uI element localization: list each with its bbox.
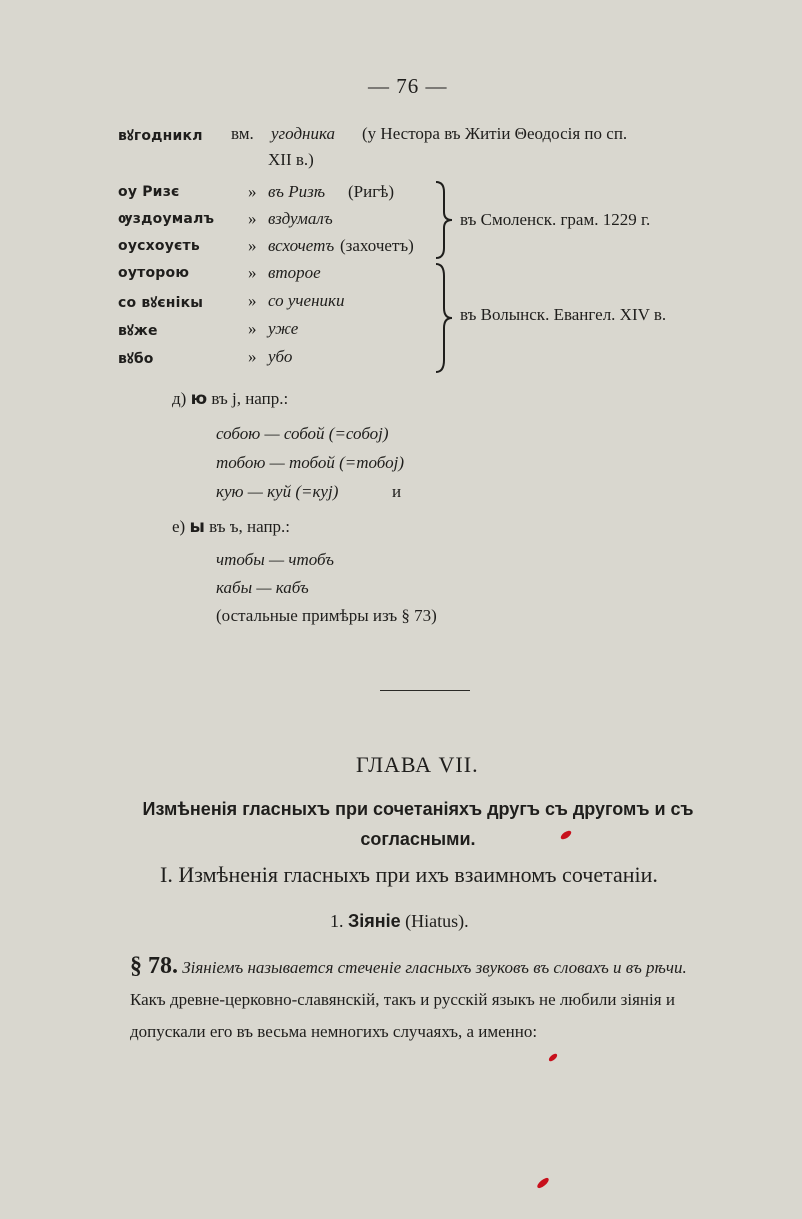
section-label: д) bbox=[172, 389, 187, 408]
ditto-marker: » bbox=[248, 236, 257, 255]
paragraph-number: § 78. bbox=[130, 953, 178, 979]
ditto-marker: » bbox=[248, 291, 257, 310]
ink-stain bbox=[536, 1176, 551, 1190]
paragraph-78 bbox=[130, 950, 715, 1048]
chapter-subtitle: Измѣненія гласныхъ при сочетаніяхъ другъ съ другомъ и съ согласными. bbox=[142, 799, 694, 849]
example-line: собою — собой (=собоj) bbox=[216, 424, 389, 443]
old-form: вꙋгодникл bbox=[118, 128, 203, 144]
ditto-marker: » bbox=[248, 263, 257, 282]
section-label: е) bbox=[172, 517, 186, 536]
section-desc: въ j, напр.: bbox=[211, 389, 289, 408]
section-desc: въ ъ, напр.: bbox=[209, 517, 291, 536]
vm-marker: вм. bbox=[231, 124, 254, 143]
old-form: ѹздоумалъ bbox=[118, 211, 215, 227]
subsection-heading bbox=[330, 911, 469, 932]
gloss: (захочетъ) bbox=[340, 236, 414, 255]
modern-form: со ученики bbox=[268, 291, 345, 310]
ink-stain bbox=[548, 1052, 559, 1062]
source-note-cont: XII в.) bbox=[268, 150, 314, 169]
reference-note: (остальные примѣры изъ § 73) bbox=[216, 606, 437, 625]
example-line: кую — куй (=куj) bbox=[216, 482, 339, 501]
subsection-latin: (Hiatus). bbox=[405, 911, 469, 931]
example-line: чтобы — чтобъ bbox=[216, 550, 334, 569]
modern-form: второе bbox=[268, 263, 321, 282]
ditto-marker: » bbox=[248, 319, 257, 338]
old-form: вꙋже bbox=[118, 323, 158, 339]
conjunction: и bbox=[392, 482, 402, 501]
ditto-marker: » bbox=[248, 182, 257, 201]
section-divider bbox=[380, 690, 470, 691]
modern-form: убо bbox=[268, 347, 293, 366]
modern-form: вздумалъ bbox=[268, 209, 333, 228]
source-label: въ Смоленск. грам. 1229 г. bbox=[460, 210, 651, 229]
letter: ы bbox=[189, 517, 205, 537]
subsection-term: Зіяніе bbox=[348, 911, 401, 931]
modern-form: всхочетъ bbox=[268, 236, 335, 255]
section-e-heading bbox=[172, 517, 290, 537]
section-d-heading bbox=[172, 389, 288, 409]
ditto-marker: » bbox=[248, 209, 257, 228]
letter: ю bbox=[190, 389, 208, 409]
chapter-title: ГЛАВА VII. bbox=[356, 752, 479, 777]
paragraph-body: Какъ древне-церковно-славянскій, такъ и русскій языкъ не любили зіянія и допускали его въ весьма немногихъ случаяхъ, а именно: bbox=[130, 990, 675, 1041]
gloss: (Ригѣ) bbox=[348, 182, 395, 201]
example-line: тобою — тобой (=тобоj) bbox=[216, 453, 405, 472]
old-form: оу Ризє bbox=[118, 184, 180, 200]
source-note: (у Нестора въ Житіи Θеодосія по сп. bbox=[362, 124, 628, 143]
source-label: въ Волынск. Евангел. XIV в. bbox=[460, 305, 667, 324]
page-number: — 76 — bbox=[368, 74, 448, 98]
modern-form: угодника bbox=[271, 124, 336, 143]
old-form: со вꙋєнікы bbox=[118, 295, 204, 311]
modern-form: уже bbox=[268, 319, 299, 338]
old-form: вꙋбо bbox=[118, 351, 154, 367]
brace-icon bbox=[432, 180, 456, 260]
definition: Зіяніемъ называется стеченіе гласныхъ звуковъ въ словахъ и въ рѣчи. bbox=[182, 958, 687, 977]
old-form: оуторою bbox=[118, 265, 190, 281]
section-heading: I. Измѣненія гласныхъ при ихъ взаимномъ сочетаніи. bbox=[160, 862, 658, 887]
brace-icon bbox=[432, 262, 456, 374]
subsection-number: 1. bbox=[330, 911, 344, 931]
example-line: кабы — кабъ bbox=[216, 578, 309, 597]
old-form: оусхоуєть bbox=[118, 238, 200, 254]
ditto-marker: » bbox=[248, 347, 257, 366]
modern-form: въ Ризѣ bbox=[268, 182, 326, 201]
